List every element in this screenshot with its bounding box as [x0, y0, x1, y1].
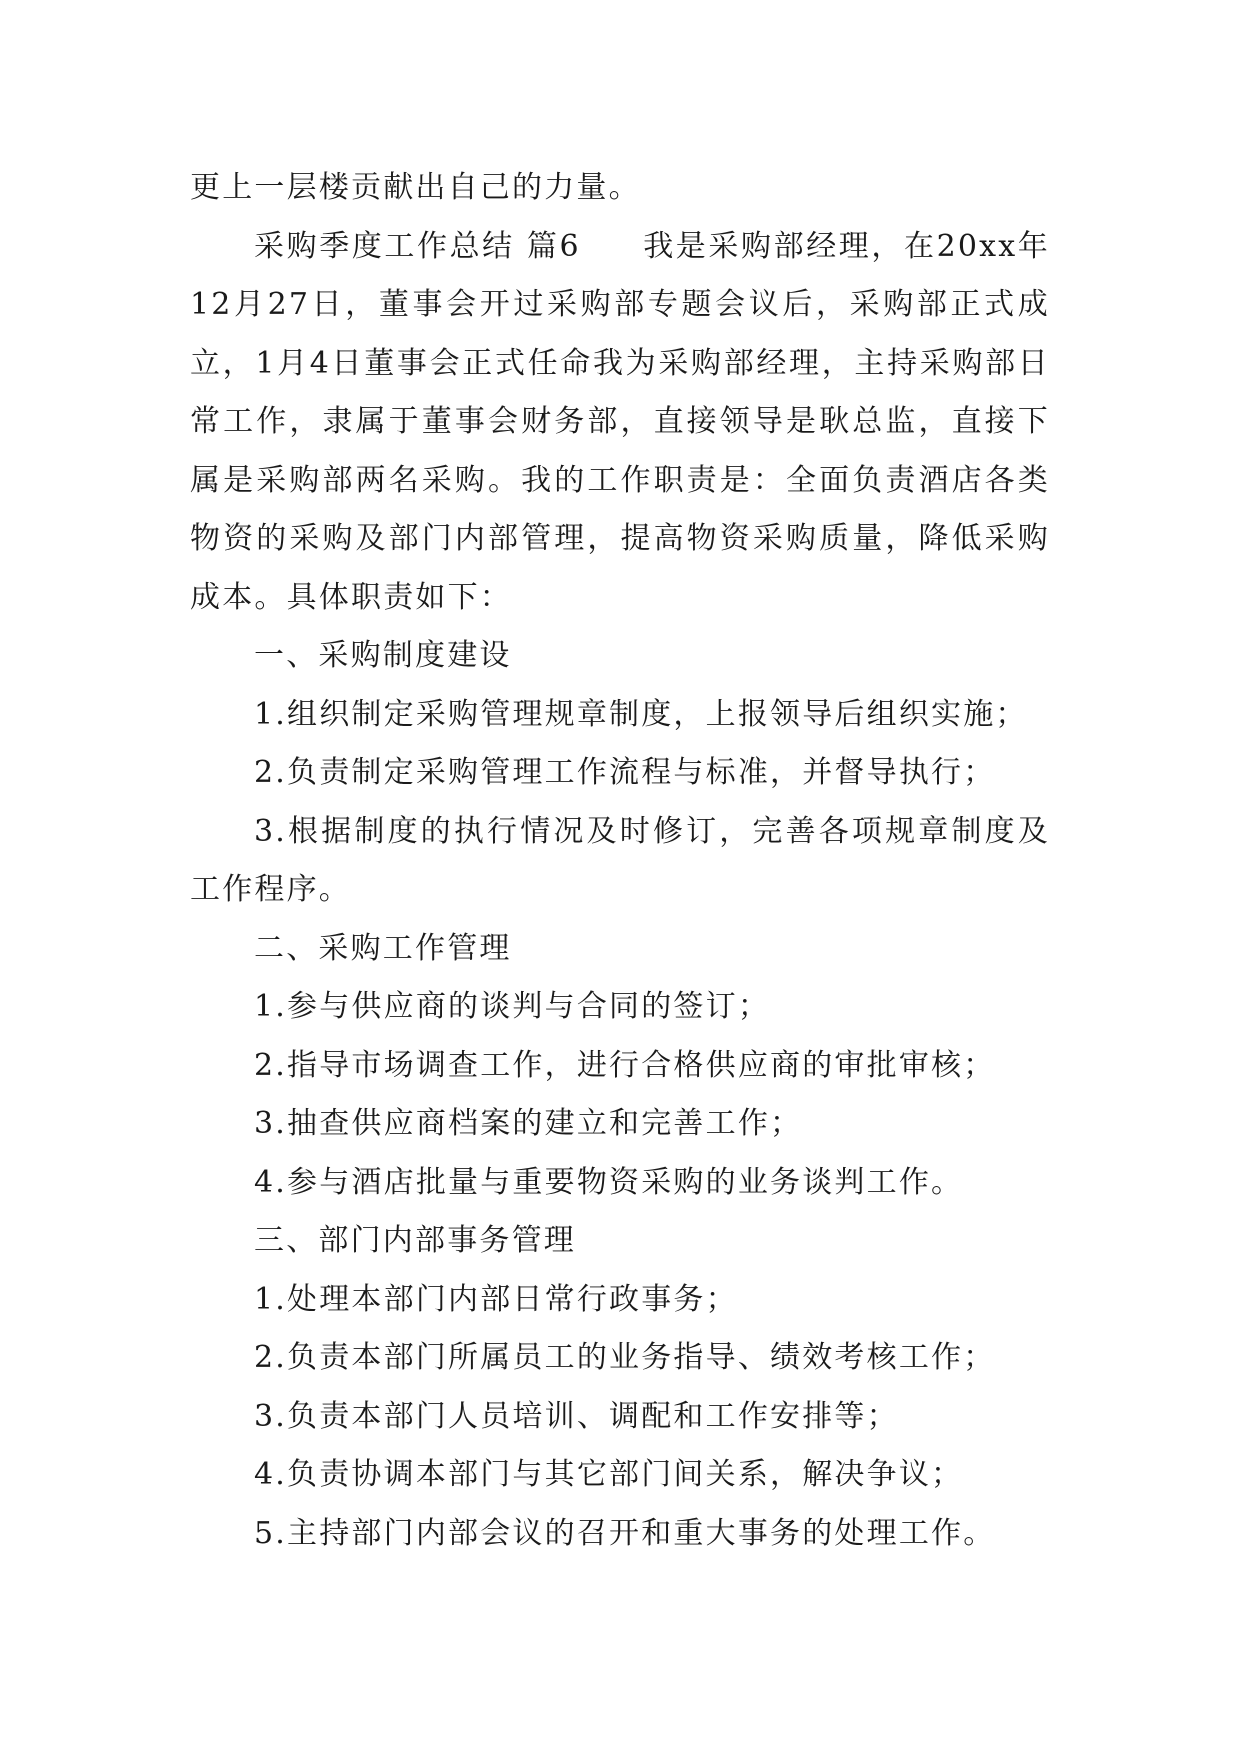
- paragraph-text: 3.根据制度的执行情况及时修订，完善各项规章制度及工作程序。: [190, 813, 1050, 907]
- paragraph-text: 1.处理本部门内部日常行政事务；: [254, 1281, 738, 1317]
- list-item: [190, 1271, 1050, 1330]
- list-item: [190, 1505, 1050, 1564]
- heading-department-affairs: [190, 1212, 1050, 1271]
- list-item: [190, 1154, 1050, 1213]
- list-item: [190, 803, 1050, 920]
- list-item: [190, 978, 1050, 1037]
- document-body: [190, 159, 1050, 1563]
- paragraph-text: 3.负责本部门人员培训、调配和工作安排等；: [254, 1398, 899, 1434]
- list-item: [190, 686, 1050, 745]
- list-item: [190, 1329, 1050, 1388]
- heading-procurement-system: [190, 627, 1050, 686]
- list-item: [190, 744, 1050, 803]
- paragraph-text: 1.组织制定采购管理规章制度，上报领导后组织实施；: [254, 696, 1028, 732]
- paragraph-text: 5.主持部门内部会议的召开和重大事务的处理工作。: [254, 1515, 996, 1551]
- paragraph-text: 2.指导市场调查工作，进行合格供应商的审批审核；: [254, 1047, 996, 1083]
- paragraph-closing-line: [190, 159, 1050, 218]
- list-item: [190, 1388, 1050, 1447]
- section-heading: 采购季度工作总结 篇6: [254, 228, 581, 264]
- paragraph-text: 1.参与供应商的谈判与合同的签订；: [254, 989, 771, 1024]
- list-item: [190, 1037, 1050, 1096]
- paragraph-section-6-intro: [190, 218, 1050, 628]
- paragraph-text: 二、采购工作管理: [254, 930, 512, 966]
- paragraph-text: 2.负责本部门所属员工的业务指导、绩效考核工作；: [254, 1340, 996, 1375]
- paragraph-text: 2.负责制定采购管理工作流程与标准，并督导执行；: [254, 755, 996, 790]
- list-item: [190, 1446, 1050, 1505]
- paragraph-text: 4.参与酒店批量与重要物资采购的业务谈判工作。: [254, 1164, 964, 1200]
- paragraph-text: 我是采购部经理，在20xx年12月27日，董事会开过采购部专题会议后，采购部正式成立，1月4日董事会正式任命我为采购部经理，主持采购部日常工作，隶属于董事会财务部，直接领导是耿总监，直接下属是采购部两名采购。我的工作职责是：全面负责酒店各类物资的采购及部门内部管理，提高物资采购质量，降低采购成本。具体职责如下：: [190, 228, 1051, 615]
- paragraph-text: 三、部门内部事务管理: [254, 1223, 576, 1258]
- heading-procurement-work: [190, 920, 1050, 979]
- paragraph-text: 4.负责协调本部门与其它部门间关系，解决争议；: [254, 1457, 964, 1492]
- list-item: [190, 1095, 1050, 1154]
- paragraph-text: 3.抽查供应商档案的建立和完善工作；: [254, 1106, 803, 1141]
- paragraph-text: 更上一层楼贡献出自己的力量。: [190, 170, 641, 205]
- paragraph-text: 一、采购制度建设: [254, 638, 512, 673]
